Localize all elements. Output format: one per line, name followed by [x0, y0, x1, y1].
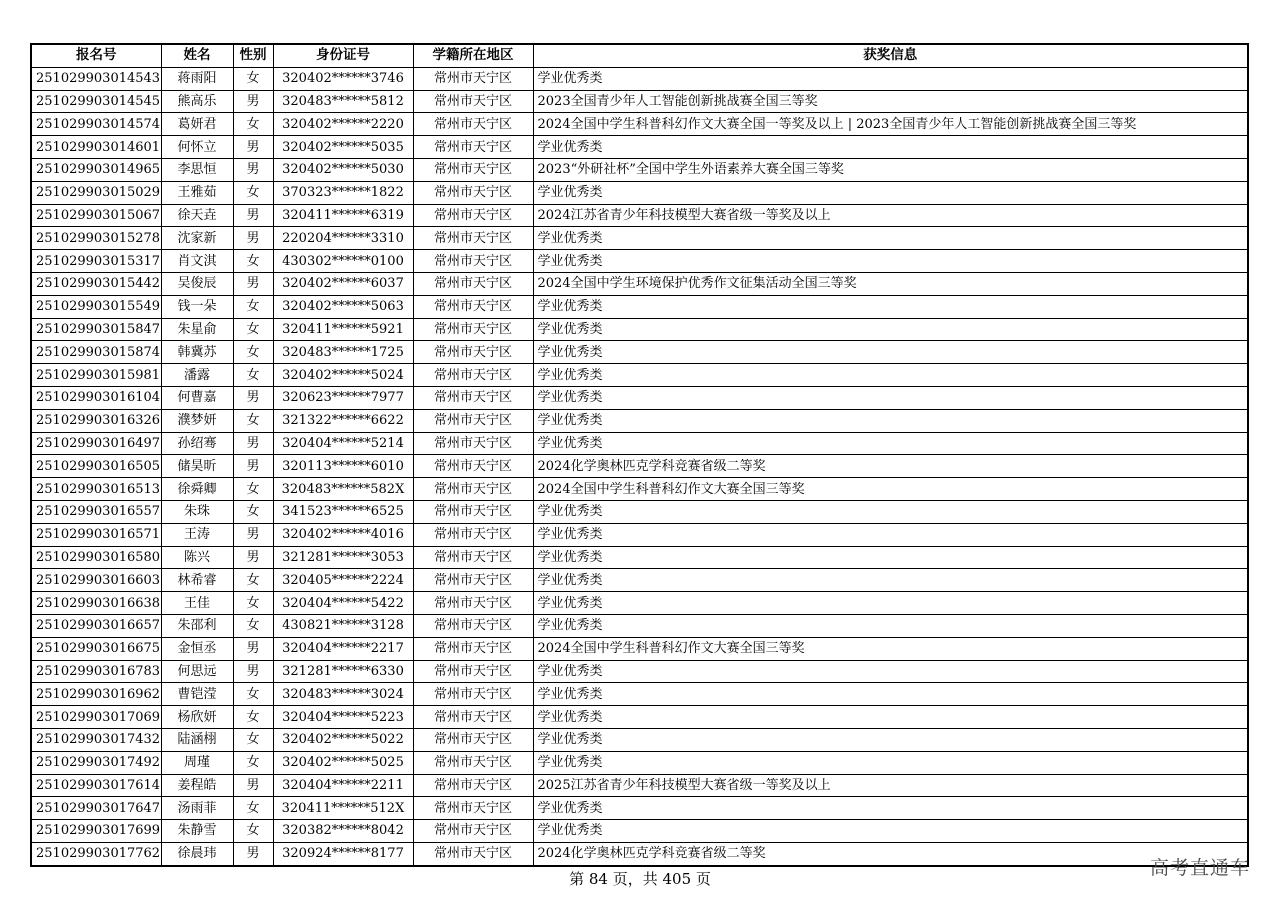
cell-id-number: 320483******3024 [273, 683, 413, 706]
cell-name: 陈兴 [161, 546, 233, 569]
cell-registration-no: 251029903016505 [31, 455, 161, 478]
cell-id-number: 320382******8042 [273, 820, 413, 843]
cell-name: 吴俊辰 [161, 272, 233, 295]
table-row [31, 751, 1248, 774]
table-row [31, 523, 1248, 546]
cell-id-number: 341523******6525 [273, 500, 413, 523]
cell-id-number: 320402******5035 [273, 136, 413, 159]
cell-name: 徐晨玮 [161, 842, 233, 865]
cell-registration-no: 251029903014601 [31, 136, 161, 159]
cell-award-info: 2024化学奥林匹克学科竞赛省级二等奖 [533, 455, 1248, 478]
cell-award-info: 学业优秀类 [533, 546, 1248, 569]
cell-award-info: 2024全国中学生环境保护优秀作文征集活动全国三等奖 [533, 272, 1248, 295]
table-row [31, 250, 1248, 273]
cell-registration-no: 251029903017699 [31, 820, 161, 843]
cell-gender: 女 [233, 569, 273, 592]
cell-gender: 女 [233, 592, 273, 615]
table-row [31, 660, 1248, 683]
cell-gender: 女 [233, 500, 273, 523]
cell-region: 常州市天宁区 [413, 546, 533, 569]
cell-gender: 男 [233, 842, 273, 865]
table-row [31, 318, 1248, 341]
cell-region: 常州市天宁区 [413, 774, 533, 797]
cell-region: 常州市天宁区 [413, 204, 533, 227]
cell-registration-no: 251029903016571 [31, 523, 161, 546]
cell-name: 李思恒 [161, 158, 233, 181]
cell-gender: 女 [233, 67, 273, 90]
cell-award-info: 学业优秀类 [533, 820, 1248, 843]
cell-region: 常州市天宁区 [413, 637, 533, 660]
cell-region: 常州市天宁区 [413, 386, 533, 409]
cell-name: 肖文淇 [161, 250, 233, 273]
cell-name: 濮梦妍 [161, 409, 233, 432]
cell-award-info: 2024全国中学生科普科幻作文大赛全国三等奖 [533, 478, 1248, 501]
cell-region: 常州市天宁区 [413, 683, 533, 706]
cell-gender: 女 [233, 181, 273, 204]
cell-name: 钱一朵 [161, 295, 233, 318]
cell-name: 王涛 [161, 523, 233, 546]
cell-name: 朱邵利 [161, 614, 233, 637]
cell-gender: 男 [233, 158, 273, 181]
cell-region: 常州市天宁区 [413, 295, 533, 318]
cell-registration-no: 251029903014545 [31, 90, 161, 113]
cell-region: 常州市天宁区 [413, 113, 533, 136]
cell-gender: 女 [233, 751, 273, 774]
cell-award-info: 2024江苏省青少年科技模型大赛省级一等奖及以上 [533, 204, 1248, 227]
cell-region: 常州市天宁区 [413, 820, 533, 843]
page-footer: 第 84 页，共 405 页 [569, 870, 711, 888]
cell-registration-no: 251029903016675 [31, 637, 161, 660]
table-row [31, 820, 1248, 843]
cell-gender: 男 [233, 523, 273, 546]
cell-name: 孙绍骞 [161, 432, 233, 455]
cell-region: 常州市天宁区 [413, 90, 533, 113]
table-row [31, 386, 1248, 409]
cell-award-info: 2024化学奥林匹克学科竞赛省级二等奖 [533, 842, 1248, 865]
table-row [31, 67, 1248, 90]
table-row [31, 774, 1248, 797]
cell-name: 周瑾 [161, 751, 233, 774]
cell-registration-no: 251029903016783 [31, 660, 161, 683]
cell-name: 王雅茹 [161, 181, 233, 204]
cell-name: 何曹嘉 [161, 386, 233, 409]
cell-id-number: 430821******3128 [273, 614, 413, 637]
cell-award-info: 学业优秀类 [533, 250, 1248, 273]
cell-gender: 女 [233, 728, 273, 751]
cell-gender: 男 [233, 432, 273, 455]
cell-award-info: 2024全国中学生科普科幻作文大赛全国一等奖及以上 | 2023全国青少年人工智能创新挑战赛全国三等奖 [533, 113, 1248, 136]
table-row [31, 204, 1248, 227]
cell-name: 蒋雨阳 [161, 67, 233, 90]
table-row [31, 295, 1248, 318]
table-row [31, 272, 1248, 295]
cell-region: 常州市天宁区 [413, 842, 533, 865]
table-row [31, 683, 1248, 706]
cell-region: 常州市天宁区 [413, 341, 533, 364]
cell-gender: 男 [233, 774, 273, 797]
cell-name: 徐舜卿 [161, 478, 233, 501]
cell-region: 常州市天宁区 [413, 136, 533, 159]
cell-id-number: 320411******512X [273, 797, 413, 820]
cell-registration-no: 251029903014965 [31, 158, 161, 181]
cell-gender: 女 [233, 295, 273, 318]
cell-name: 曹铠滢 [161, 683, 233, 706]
watermark: 高考直通车 [1149, 857, 1250, 879]
cell-registration-no: 251029903017492 [31, 751, 161, 774]
cell-region: 常州市天宁区 [413, 67, 533, 90]
cell-award-info: 学业优秀类 [533, 67, 1248, 90]
cell-gender: 男 [233, 637, 273, 660]
cell-id-number: 370323******1822 [273, 181, 413, 204]
cell-registration-no: 251029903015981 [31, 364, 161, 387]
cell-region: 常州市天宁区 [413, 592, 533, 615]
cell-gender: 女 [233, 409, 273, 432]
table-row [31, 364, 1248, 387]
cell-region: 常州市天宁区 [413, 751, 533, 774]
cell-award-info: 学业优秀类 [533, 706, 1248, 729]
cell-id-number: 320411******6319 [273, 204, 413, 227]
cell-id-number: 320404******2211 [273, 774, 413, 797]
cell-name: 汤雨菲 [161, 797, 233, 820]
cell-gender: 女 [233, 478, 273, 501]
cell-gender: 男 [233, 204, 273, 227]
cell-gender: 女 [233, 683, 273, 706]
cell-award-info: 学业优秀类 [533, 364, 1248, 387]
table-row [31, 113, 1248, 136]
table-row [31, 341, 1248, 364]
col-header-name: 姓名 [161, 44, 233, 67]
cell-registration-no: 251029903017069 [31, 706, 161, 729]
cell-registration-no: 251029903017432 [31, 728, 161, 751]
table-row [31, 546, 1248, 569]
cell-award-info: 学业优秀类 [533, 614, 1248, 637]
cell-award-info: 学业优秀类 [533, 227, 1248, 250]
cell-gender: 女 [233, 318, 273, 341]
cell-id-number: 320483******5812 [273, 90, 413, 113]
cell-name: 潘露 [161, 364, 233, 387]
cell-award-info: 2025江苏省青少年科技模型大赛省级一等奖及以上 [533, 774, 1248, 797]
cell-award-info: 学业优秀类 [533, 181, 1248, 204]
cell-gender: 女 [233, 797, 273, 820]
col-header-id-number: 身份证号 [273, 44, 413, 67]
cell-award-info: 学业优秀类 [533, 592, 1248, 615]
cell-registration-no: 251029903016497 [31, 432, 161, 455]
cell-region: 常州市天宁区 [413, 318, 533, 341]
cell-registration-no: 251029903015317 [31, 250, 161, 273]
col-header-award-info: 获奖信息 [533, 44, 1248, 67]
cell-award-info: 学业优秀类 [533, 409, 1248, 432]
cell-registration-no: 251029903016557 [31, 500, 161, 523]
cell-region: 常州市天宁区 [413, 272, 533, 295]
cell-registration-no: 251029903015549 [31, 295, 161, 318]
cell-region: 常州市天宁区 [413, 660, 533, 683]
cell-region: 常州市天宁区 [413, 432, 533, 455]
cell-region: 常州市天宁区 [413, 455, 533, 478]
cell-name: 沈家新 [161, 227, 233, 250]
table-row [31, 637, 1248, 660]
cell-region: 常州市天宁区 [413, 797, 533, 820]
cell-registration-no: 251029903016326 [31, 409, 161, 432]
cell-id-number: 320483******1725 [273, 341, 413, 364]
cell-gender: 男 [233, 660, 273, 683]
cell-id-number: 320405******2224 [273, 569, 413, 592]
cell-award-info: 学业优秀类 [533, 523, 1248, 546]
cell-name: 储昊昕 [161, 455, 233, 478]
cell-award-info: 学业优秀类 [533, 660, 1248, 683]
cell-registration-no: 251029903017614 [31, 774, 161, 797]
cell-id-number: 320402******5063 [273, 295, 413, 318]
cell-id-number: 320404******5422 [273, 592, 413, 615]
cell-registration-no: 251029903014574 [31, 113, 161, 136]
table-row [31, 842, 1248, 865]
col-header-region: 学籍所在地区 [413, 44, 533, 67]
cell-id-number: 320404******2217 [273, 637, 413, 660]
cell-id-number: 320402******2220 [273, 113, 413, 136]
cell-gender: 男 [233, 227, 273, 250]
cell-region: 常州市天宁区 [413, 409, 533, 432]
cell-region: 常州市天宁区 [413, 569, 533, 592]
cell-gender: 男 [233, 386, 273, 409]
cell-award-info: 2023全国青少年人工智能创新挑战赛全国三等奖 [533, 90, 1248, 113]
col-header-gender: 性别 [233, 44, 273, 67]
cell-id-number: 320404******5214 [273, 432, 413, 455]
table-row [31, 181, 1248, 204]
cell-award-info: 学业优秀类 [533, 751, 1248, 774]
cell-award-info: 学业优秀类 [533, 797, 1248, 820]
cell-id-number: 321281******3053 [273, 546, 413, 569]
cell-gender: 女 [233, 614, 273, 637]
cell-id-number: 320402******3746 [273, 67, 413, 90]
cell-gender: 女 [233, 820, 273, 843]
cell-registration-no: 251029903016513 [31, 478, 161, 501]
cell-id-number: 320402******5025 [273, 751, 413, 774]
table-row [31, 136, 1248, 159]
cell-gender: 女 [233, 706, 273, 729]
cell-id-number: 320924******8177 [273, 842, 413, 865]
table-row [31, 432, 1248, 455]
cell-registration-no: 251029903015029 [31, 181, 161, 204]
cell-gender: 男 [233, 546, 273, 569]
cell-registration-no: 251029903016657 [31, 614, 161, 637]
cell-name: 杨欣妍 [161, 706, 233, 729]
cell-region: 常州市天宁区 [413, 614, 533, 637]
cell-region: 常州市天宁区 [413, 728, 533, 751]
cell-region: 常州市天宁区 [413, 250, 533, 273]
cell-gender: 男 [233, 90, 273, 113]
cell-id-number: 320402******5024 [273, 364, 413, 387]
cell-award-info: 学业优秀类 [533, 136, 1248, 159]
cell-name: 陆涵栩 [161, 728, 233, 751]
cell-gender: 男 [233, 455, 273, 478]
cell-id-number: 320402******5022 [273, 728, 413, 751]
cell-gender: 女 [233, 341, 273, 364]
table-row [31, 728, 1248, 751]
cell-id-number: 320402******5030 [273, 158, 413, 181]
cell-id-number: 321322******6622 [273, 409, 413, 432]
cell-name: 金恒丞 [161, 637, 233, 660]
table-row [31, 90, 1248, 113]
cell-award-info: 学业优秀类 [533, 341, 1248, 364]
cell-name: 朱静雪 [161, 820, 233, 843]
cell-registration-no: 251029903014543 [31, 67, 161, 90]
cell-name: 韩冀苏 [161, 341, 233, 364]
cell-award-info: 学业优秀类 [533, 728, 1248, 751]
cell-name: 姜程皓 [161, 774, 233, 797]
cell-name: 熊高乐 [161, 90, 233, 113]
cell-gender: 男 [233, 136, 273, 159]
cell-id-number: 320483******582X [273, 478, 413, 501]
cell-id-number: 430302******0100 [273, 250, 413, 273]
cell-award-info: 学业优秀类 [533, 500, 1248, 523]
cell-registration-no: 251029903016638 [31, 592, 161, 615]
cell-award-info: 2023“外研社杯”全国中学生外语素养大赛全国三等奖 [533, 158, 1248, 181]
table-row [31, 797, 1248, 820]
cell-region: 常州市天宁区 [413, 364, 533, 387]
cell-registration-no: 251029903016580 [31, 546, 161, 569]
cell-gender: 女 [233, 250, 273, 273]
table-row [31, 478, 1248, 501]
cell-registration-no: 251029903015847 [31, 318, 161, 341]
cell-registration-no: 251029903017762 [31, 842, 161, 865]
cell-region: 常州市天宁区 [413, 500, 533, 523]
cell-award-info: 2024全国中学生科普科幻作文大赛全国三等奖 [533, 637, 1248, 660]
cell-gender: 女 [233, 113, 273, 136]
cell-registration-no: 251029903015442 [31, 272, 161, 295]
cell-id-number: 320402******6037 [273, 272, 413, 295]
cell-name: 何思远 [161, 660, 233, 683]
cell-name: 何怀立 [161, 136, 233, 159]
cell-registration-no: 251029903017647 [31, 797, 161, 820]
award-table [30, 43, 1249, 867]
table-row [31, 614, 1248, 637]
cell-id-number: 320402******4016 [273, 523, 413, 546]
cell-award-info: 学业优秀类 [533, 386, 1248, 409]
cell-region: 常州市天宁区 [413, 158, 533, 181]
cell-id-number: 320411******5921 [273, 318, 413, 341]
cell-registration-no: 251029903016104 [31, 386, 161, 409]
cell-region: 常州市天宁区 [413, 478, 533, 501]
cell-name: 朱珠 [161, 500, 233, 523]
table-row [31, 569, 1248, 592]
cell-name: 林希睿 [161, 569, 233, 592]
cell-id-number: 320623******7977 [273, 386, 413, 409]
cell-registration-no: 251029903016962 [31, 683, 161, 706]
cell-registration-no: 251029903015874 [31, 341, 161, 364]
table-row [31, 409, 1248, 432]
cell-id-number: 321281******6330 [273, 660, 413, 683]
cell-region: 常州市天宁区 [413, 181, 533, 204]
cell-id-number: 220204******3310 [273, 227, 413, 250]
cell-name: 徐天垚 [161, 204, 233, 227]
cell-award-info: 学业优秀类 [533, 683, 1248, 706]
table-row [31, 455, 1248, 478]
cell-region: 常州市天宁区 [413, 706, 533, 729]
cell-name: 葛妍君 [161, 113, 233, 136]
header-row [31, 44, 1248, 67]
cell-award-info: 学业优秀类 [533, 432, 1248, 455]
cell-registration-no: 251029903015067 [31, 204, 161, 227]
table-row [31, 592, 1248, 615]
cell-region: 常州市天宁区 [413, 227, 533, 250]
table-row [31, 500, 1248, 523]
cell-registration-no: 251029903016603 [31, 569, 161, 592]
cell-id-number: 320113******6010 [273, 455, 413, 478]
cell-gender: 男 [233, 272, 273, 295]
cell-name: 朱星俞 [161, 318, 233, 341]
cell-award-info: 学业优秀类 [533, 569, 1248, 592]
table-row [31, 706, 1248, 729]
table-row [31, 227, 1248, 250]
cell-gender: 女 [233, 364, 273, 387]
cell-registration-no: 251029903015278 [31, 227, 161, 250]
cell-region: 常州市天宁区 [413, 523, 533, 546]
cell-award-info: 学业优秀类 [533, 295, 1248, 318]
table-row [31, 158, 1248, 181]
cell-award-info: 学业优秀类 [533, 318, 1248, 341]
cell-id-number: 320404******5223 [273, 706, 413, 729]
col-header-registration-no: 报名号 [31, 44, 161, 67]
cell-name: 王佳 [161, 592, 233, 615]
